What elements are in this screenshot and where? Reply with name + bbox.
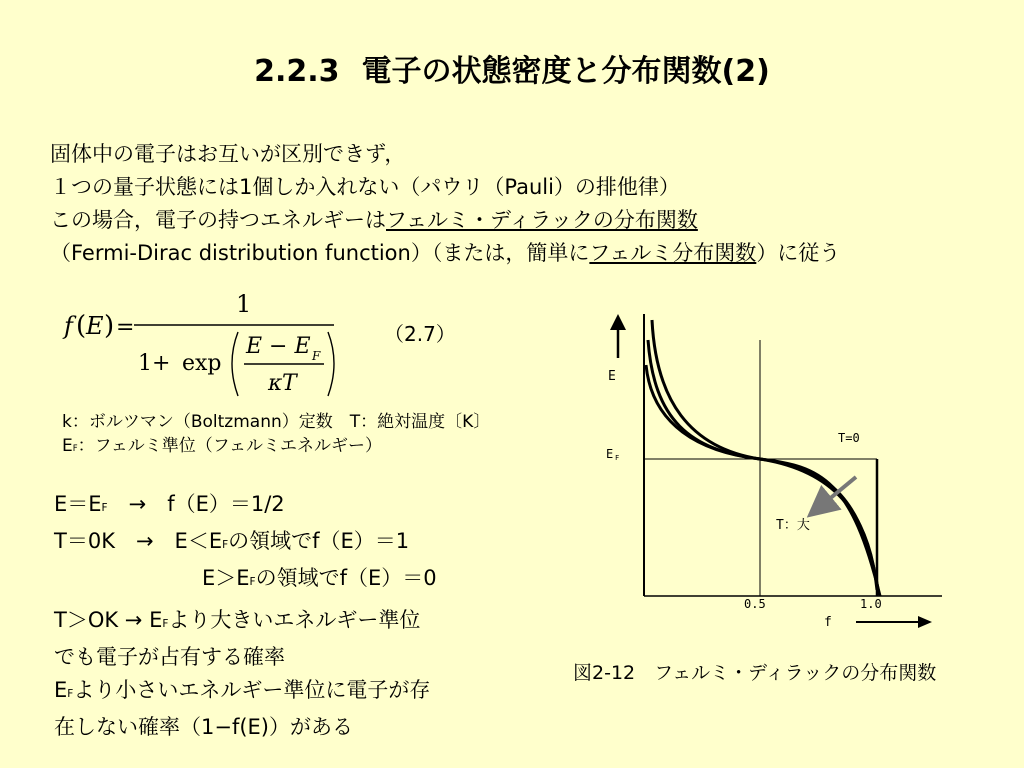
formula-exp: exp bbox=[182, 351, 222, 376]
formula-T: T bbox=[282, 371, 297, 396]
def-fermi-level: ：フェルミ準位（フェルミエネルギー） bbox=[77, 436, 382, 456]
case-3-a: E＞E bbox=[202, 566, 250, 590]
case-2-sub: F bbox=[222, 539, 229, 551]
section-number: 2.2.3 bbox=[254, 54, 340, 89]
case-line-2 bbox=[54, 525, 437, 562]
figure-caption: 図2-12 フェルミ・ディラックの分布関数 bbox=[573, 662, 937, 684]
formula-paren-left: ( bbox=[76, 311, 87, 341]
case-2-b: の領域でf（E）＝1 bbox=[228, 529, 410, 553]
case-3-sub: F bbox=[249, 576, 256, 588]
formula-E: E bbox=[86, 312, 104, 340]
curve-low-temperature bbox=[652, 320, 877, 590]
formula-numerator: 1 bbox=[236, 290, 252, 318]
fermi-dirac-graph bbox=[594, 300, 944, 644]
x-tick-1-0: 1.0 bbox=[860, 597, 882, 611]
case-line-3 bbox=[54, 562, 437, 599]
y-axis-arrowhead bbox=[610, 314, 626, 330]
case-line-1 bbox=[54, 488, 437, 525]
summary-1-sub: F bbox=[162, 618, 169, 630]
curve-high-temperature bbox=[646, 365, 880, 596]
def-F-subscript: F bbox=[72, 444, 78, 454]
intro-line-1: 固体中の電子はお互いが区別できず， bbox=[50, 142, 406, 166]
summary-text bbox=[54, 604, 430, 744]
ef-label: E bbox=[606, 447, 614, 461]
intro-line-4-end: ）に従う bbox=[756, 241, 841, 265]
case-1-a: E＝E bbox=[54, 492, 102, 516]
ef-subscript: F bbox=[615, 454, 620, 462]
formula-equals: = bbox=[116, 315, 135, 340]
formula-f: f bbox=[64, 312, 73, 340]
summary-1-a: T＞OK → E bbox=[54, 608, 163, 632]
summary-1-b: より大きいエネルギー準位 bbox=[168, 608, 421, 632]
fermi-dirac-formula bbox=[40, 290, 360, 409]
intro-line-3 bbox=[50, 204, 840, 237]
intro-line-4 bbox=[50, 237, 840, 270]
case-1-sub: F bbox=[101, 502, 108, 514]
summary-3-sub: F bbox=[67, 688, 74, 700]
x-tick-0-5: 0.5 bbox=[744, 597, 766, 611]
intro-line-2: １つの量子状態には1個しか入れない（パウリ（Pauli）の排他律） bbox=[50, 175, 680, 199]
t-large-label: T：大 bbox=[776, 518, 810, 533]
summary-line-2: でも電子が占有する確率 bbox=[54, 645, 285, 669]
title-text: 電子の状態密度と分布関数(2) bbox=[361, 54, 770, 89]
formula-paren-right: ) bbox=[104, 311, 115, 341]
formula-one-plus: 1+ bbox=[138, 351, 171, 376]
x-axis-label: f bbox=[824, 615, 832, 630]
intro-text bbox=[50, 138, 840, 270]
summary-3-a: E bbox=[54, 678, 68, 702]
x-axis-arrowhead bbox=[918, 616, 932, 628]
fermi-distribution-term: フェルミ分布関数 bbox=[589, 241, 757, 265]
def-line-2 bbox=[62, 434, 490, 461]
case-1-b: → f（E）＝1/2 bbox=[107, 492, 285, 516]
summary-line-1 bbox=[54, 604, 430, 641]
formula-kappa: κ bbox=[268, 371, 283, 396]
equation-number: （2.7） bbox=[384, 322, 456, 346]
definitions bbox=[62, 410, 490, 461]
case-3-b: の領域でf（E）＝0 bbox=[255, 566, 437, 590]
def-line-1: k：ボルツマン（Boltzmann）定数 T：絶対温度〔K〕 bbox=[62, 412, 491, 432]
intro-line-3-start: この場合，電子の持つエネルギーは bbox=[50, 208, 386, 232]
summary-3-b: より小さいエネルギー準位に電子が存 bbox=[73, 678, 431, 702]
formula-big-paren-left bbox=[232, 332, 238, 396]
y-axis-label: E bbox=[608, 369, 616, 384]
summary-line-3 bbox=[54, 674, 430, 711]
formula-big-paren-right bbox=[328, 332, 334, 396]
fermi-dirac-term: フェルミ・ディラックの分布関数 bbox=[386, 208, 698, 232]
def-E: E bbox=[62, 436, 73, 456]
t0-label: T=0 bbox=[838, 431, 860, 445]
case-2-a: T＝0K → E＜E bbox=[54, 529, 223, 553]
curve-mid-temperature bbox=[648, 340, 879, 595]
limit-cases bbox=[54, 488, 437, 599]
formula-inner-subscript: F bbox=[312, 349, 321, 363]
summary-line-4: 在しない確率（1−f(E)）がある bbox=[54, 715, 354, 739]
intro-line-4-start: （Fermi-Dirac distribution function）（または，簡単に bbox=[50, 241, 590, 265]
formula-inner-numerator: E − E bbox=[246, 334, 311, 359]
slide-title bbox=[0, 46, 1024, 90]
